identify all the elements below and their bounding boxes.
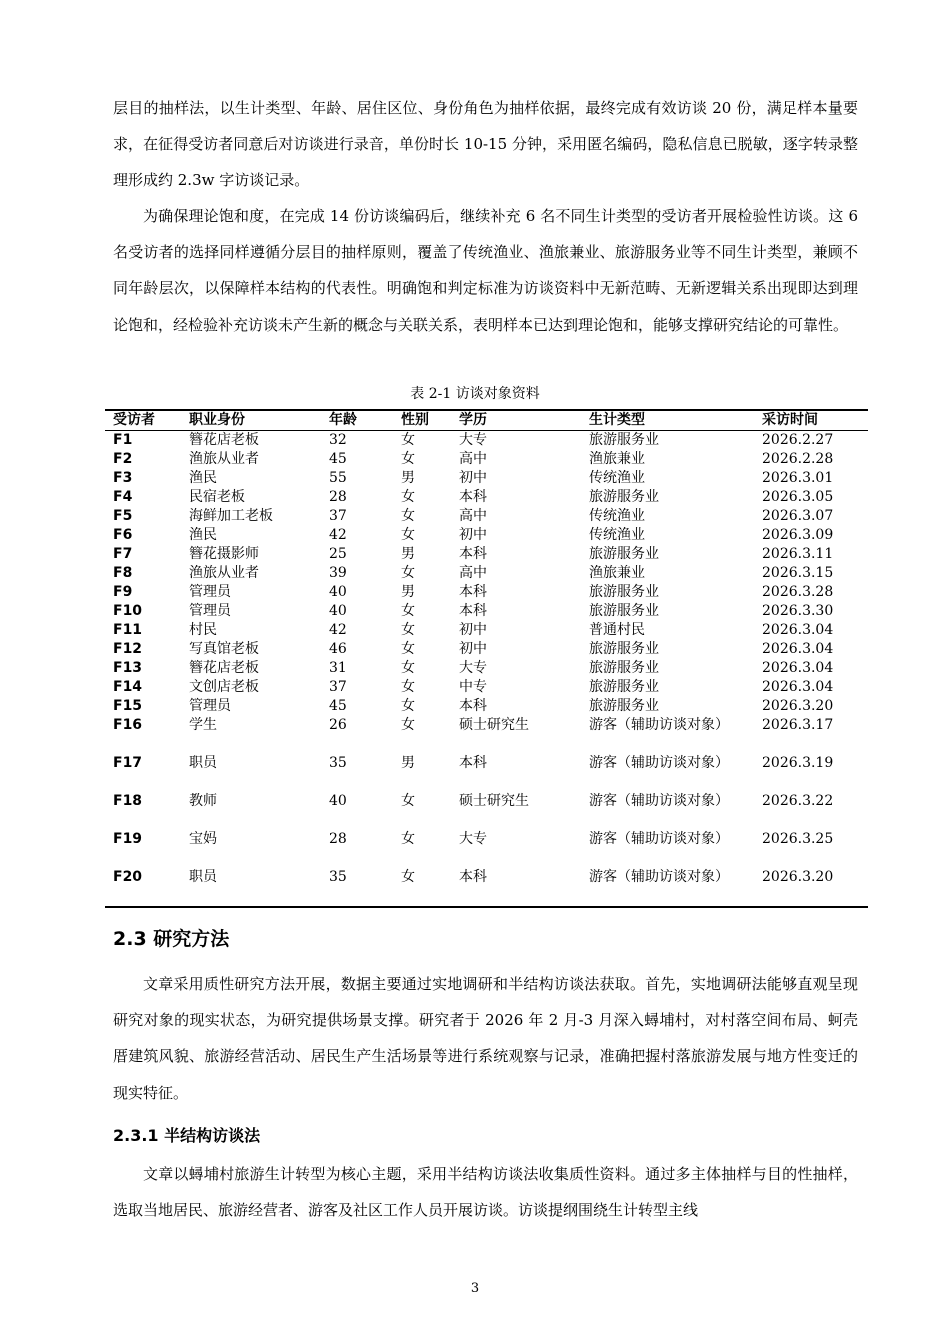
cell-occupation: 民宿老板 [189, 489, 245, 505]
cell-age: 40 [329, 793, 347, 809]
cell-gender: 女 [401, 831, 415, 847]
cell-livelihood-type: 游客（辅助访谈对象） [581, 868, 754, 907]
cell-interview-date: 2026.3.04 [762, 679, 834, 695]
cell-age: 42 [329, 527, 347, 543]
cell-gender: 男 [401, 546, 415, 562]
table-row [105, 678, 868, 697]
table-row [105, 526, 868, 545]
cell-gender: 女 [401, 527, 415, 543]
cell-livelihood-type: 游客（辅助访谈对象） [589, 717, 729, 733]
cell-occupation: 学生 [189, 717, 217, 733]
cell-occupation: 宝妈 [189, 831, 217, 847]
cell-age: 32 [329, 432, 347, 448]
header-education: 学历 [451, 410, 581, 431]
cell-education: 初中 [459, 470, 487, 486]
cell-gender: 女 [401, 489, 415, 505]
cell-gender: 女 [393, 868, 451, 907]
page-number: 3 [470, 1281, 480, 1296]
cell-livelihood-type: 游客（辅助访谈对象） [589, 793, 729, 809]
cell-livelihood-type: 传统渔业 [589, 470, 645, 486]
cell-interview-date: 2026.3.11 [762, 546, 834, 562]
cell-interviewee-id: F14 [113, 679, 143, 695]
table-row [105, 621, 868, 640]
cell-interview-date: 2026.3.25 [762, 831, 834, 847]
cell-education: 初中 [459, 622, 487, 638]
cell-age: 39 [329, 565, 347, 581]
cell-education: 高中 [459, 451, 487, 467]
cell-livelihood-type: 传统渔业 [589, 527, 645, 543]
cell-interview-date: 2026.3.20 [762, 698, 834, 714]
cell-interviewee-id: F12 [113, 641, 143, 657]
cell-gender: 女 [401, 432, 415, 448]
cell-occupation: 海鲜加工老板 [189, 508, 273, 524]
cell-gender: 女 [401, 508, 415, 524]
cell-age: 37 [329, 508, 347, 524]
cell-age: 40 [329, 584, 347, 600]
cell-livelihood-type: 旅游服务业 [589, 603, 659, 619]
cell-gender: 女 [401, 660, 415, 676]
cell-education: 本科 [459, 546, 487, 562]
table-row [105, 697, 868, 716]
cell-education: 硕士研究生 [459, 793, 529, 809]
cell-interview-date: 2026.3.15 [762, 565, 834, 581]
cell-livelihood-type: 旅游服务业 [589, 489, 659, 505]
table-row [105, 659, 868, 678]
cell-interviewee-id: F15 [113, 698, 143, 714]
header-livelihood: 生计类型 [581, 410, 754, 431]
table-row [105, 469, 868, 488]
table-row [105, 564, 868, 583]
cell-age: 42 [329, 622, 347, 638]
table-row [105, 450, 868, 469]
table-row [105, 640, 868, 659]
cell-occupation: 村民 [189, 622, 217, 638]
cell-education: 本科 [459, 603, 487, 619]
cell-age: 31 [329, 660, 347, 676]
cell-interviewee-id: F10 [113, 603, 143, 619]
header-age: 年龄 [321, 410, 393, 431]
cell-interviewee-id: F17 [113, 755, 143, 771]
table-row [105, 792, 868, 830]
cell-education: 本科 [451, 868, 581, 907]
table-row [105, 545, 868, 564]
cell-livelihood-type: 旅游服务业 [589, 584, 659, 600]
cell-livelihood-type: 旅游服务业 [589, 546, 659, 562]
cell-gender: 男 [401, 584, 415, 600]
cell-livelihood-type: 游客（辅助访谈对象） [589, 831, 729, 847]
cell-interviewee-id: F2 [113, 451, 133, 467]
paragraph-saturation: 为确保理论饱和度，在完成 14 份访谈编码后，继续补充 6 名不同生计类型的受访者开展检验性访谈。这 6 名受访者的选择同样遵循分层目的抽样原则，覆盖了传统渔业、渔旅兼业、旅游服务业等不同生计类型，兼顾不同年龄层次，以保障样本结构的代表性。明确饱和判定标准为访谈资料中无新范畴、无新逻辑关系出现即达到理论饱和，经检验补充访谈未产生新的概念与关联关系，表明样本已达到理论饱和，能够支撑研究结论的可靠性。 [113, 207, 858, 334]
cell-interviewee-id: F13 [113, 660, 143, 676]
cell-age: 25 [329, 546, 347, 562]
cell-occupation: 写真馆老板 [189, 641, 259, 657]
cell-interviewee-id: F20 [105, 868, 181, 907]
cell-gender: 男 [401, 755, 415, 771]
cell-occupation: 教师 [189, 793, 217, 809]
cell-occupation: 簪花摄影师 [189, 546, 259, 562]
cell-livelihood-type: 渔旅兼业 [589, 565, 645, 581]
cell-interview-date: 2026.3.22 [762, 793, 834, 809]
paragraph-sampling: 层目的抽样法，以生计类型、年龄、居住区位、身份角色为抽样依据，最终完成有效访谈 20 份，满足样本量要求，在征得受访者同意后对访谈进行录音，单份时长 10-15 分钟，采用匿名编码，隐私信息已脱敏，逐字转录整理形成约 2.3w 字访谈记录。 [113, 99, 858, 190]
cell-interviewee-id: F11 [113, 622, 143, 638]
cell-education: 本科 [459, 755, 487, 771]
cell-occupation: 文创店老板 [189, 679, 259, 695]
cell-age: 40 [329, 603, 347, 619]
cell-livelihood-type: 旅游服务业 [589, 660, 659, 676]
subsection-heading: 2.3.1 半结构访谈法 [113, 1126, 261, 1145]
table-caption: 表 2-1 访谈对象资料 [410, 386, 540, 402]
cell-interview-date: 2026.3.20 [754, 868, 868, 907]
cell-education: 高中 [459, 565, 487, 581]
cell-livelihood-type: 渔旅兼业 [589, 451, 645, 467]
cell-occupation: 管理员 [189, 603, 231, 619]
cell-interviewee-id: F9 [113, 584, 133, 600]
cell-interview-date: 2026.3.07 [762, 508, 834, 524]
cell-interviewee-id: F6 [113, 527, 133, 543]
cell-gender: 女 [401, 451, 415, 467]
cell-gender: 女 [401, 698, 415, 714]
cell-interview-date: 2026.3.30 [762, 603, 834, 619]
header-interviewee: 受访者 [105, 410, 181, 431]
section-heading: 2.3 研究方法 [113, 928, 230, 950]
cell-interviewee-id: F5 [113, 508, 133, 524]
cell-age: 35 [329, 755, 347, 771]
cell-occupation: 职员 [181, 868, 321, 907]
cell-interviewee-id: F1 [113, 432, 133, 448]
cell-interviewee-id: F19 [113, 831, 143, 847]
cell-education: 高中 [459, 508, 487, 524]
cell-age: 28 [329, 489, 347, 505]
cell-gender: 女 [401, 603, 415, 619]
cell-interviewee-id: F16 [113, 717, 143, 733]
cell-interviewee-id: F4 [113, 489, 133, 505]
cell-livelihood-type: 旅游服务业 [589, 679, 659, 695]
header-interview-date: 采访时间 [754, 410, 868, 431]
cell-livelihood-type: 旅游服务业 [589, 698, 659, 714]
interviewee-table [105, 409, 868, 908]
cell-occupation: 渔旅从业者 [189, 451, 259, 467]
cell-livelihood-type: 旅游服务业 [589, 432, 659, 448]
header-gender: 性别 [393, 410, 451, 431]
cell-livelihood-type: 普通村民 [589, 622, 645, 638]
cell-gender: 女 [401, 793, 415, 809]
cell-age: 45 [329, 451, 347, 467]
cell-age: 55 [329, 470, 347, 486]
cell-interviewee-id: F18 [113, 793, 143, 809]
table-row [105, 431, 868, 451]
cell-gender: 男 [401, 470, 415, 486]
cell-interview-date: 2026.3.04 [762, 641, 834, 657]
cell-interviewee-id: F3 [113, 470, 133, 486]
cell-education: 大专 [459, 432, 487, 448]
cell-education: 初中 [459, 527, 487, 543]
cell-education: 大专 [459, 660, 487, 676]
cell-age: 26 [329, 717, 347, 733]
cell-interview-date: 2026.3.28 [762, 584, 834, 600]
cell-occupation: 管理员 [189, 698, 231, 714]
cell-interview-date: 2026.3.01 [762, 470, 834, 486]
paragraph-methods: 文章采用质性研究方法开展，数据主要通过实地调研和半结构访谈法获取。首先，实地调研法能够直观呈现研究对象的现实状态，为研究提供场景支撑。研究者于 2026 年 2 月-3 月深入蟳埔村，对村落空间布局、蚵壳厝建筑风貌、旅游经营活动、居民生产生活场景等进行系统观察与记录，准确把握村落旅游发展与地方性变迁的现实特征。 [113, 975, 858, 1102]
cell-occupation: 簪花店老板 [189, 432, 259, 448]
cell-education: 本科 [459, 584, 487, 600]
cell-education: 中专 [459, 679, 487, 695]
cell-interviewee-id: F7 [113, 546, 133, 562]
cell-age: 28 [329, 831, 347, 847]
cell-occupation: 管理员 [189, 584, 231, 600]
cell-occupation: 职员 [189, 755, 217, 771]
cell-livelihood-type: 游客（辅助访谈对象） [589, 755, 729, 771]
cell-gender: 女 [401, 565, 415, 581]
cell-interview-date: 2026.2.27 [762, 432, 834, 448]
table-row [105, 716, 868, 754]
cell-occupation: 渔民 [189, 527, 217, 543]
cell-education: 本科 [459, 698, 487, 714]
table-row [105, 754, 868, 792]
cell-interview-date: 2026.2.28 [762, 451, 834, 467]
table-header-row [105, 410, 868, 431]
cell-interview-date: 2026.3.19 [762, 755, 834, 771]
cell-livelihood-type: 旅游服务业 [589, 641, 659, 657]
cell-occupation: 渔旅从业者 [189, 565, 259, 581]
cell-age: 46 [329, 641, 347, 657]
paragraph-interview-method: 文章以蟳埔村旅游生计转型为核心主题，采用半结构访谈法收集质性资料。通过多主体抽样与目的性抽样，选取当地居民、旅游经营者、游客及社区工作人员开展访谈。访谈提纲围绕生计转型主线 [113, 1165, 858, 1220]
table-row [105, 602, 868, 621]
cell-gender: 女 [401, 717, 415, 733]
cell-gender: 女 [401, 622, 415, 638]
cell-livelihood-type: 传统渔业 [589, 508, 645, 524]
cell-age: 35 [321, 868, 393, 907]
cell-interview-date: 2026.3.09 [762, 527, 834, 543]
table-row [105, 830, 868, 868]
cell-interview-date: 2026.3.17 [762, 717, 834, 733]
table-row [105, 583, 868, 602]
cell-interview-date: 2026.3.05 [762, 489, 834, 505]
cell-gender: 女 [401, 641, 415, 657]
cell-education: 初中 [459, 641, 487, 657]
cell-occupation: 渔民 [189, 470, 217, 486]
cell-age: 37 [329, 679, 347, 695]
cell-education: 本科 [459, 489, 487, 505]
cell-interview-date: 2026.3.04 [762, 622, 834, 638]
cell-interview-date: 2026.3.04 [762, 660, 834, 676]
table-body [105, 431, 868, 908]
table-row [105, 488, 868, 507]
cell-gender: 女 [401, 679, 415, 695]
table-row [105, 868, 868, 907]
cell-education: 硕士研究生 [459, 717, 529, 733]
cell-interviewee-id: F8 [113, 565, 133, 581]
cell-education: 大专 [459, 831, 487, 847]
table-row [105, 507, 868, 526]
cell-occupation: 簪花店老板 [189, 660, 259, 676]
header-occupation: 职业身份 [181, 410, 321, 431]
cell-age: 45 [329, 698, 347, 714]
